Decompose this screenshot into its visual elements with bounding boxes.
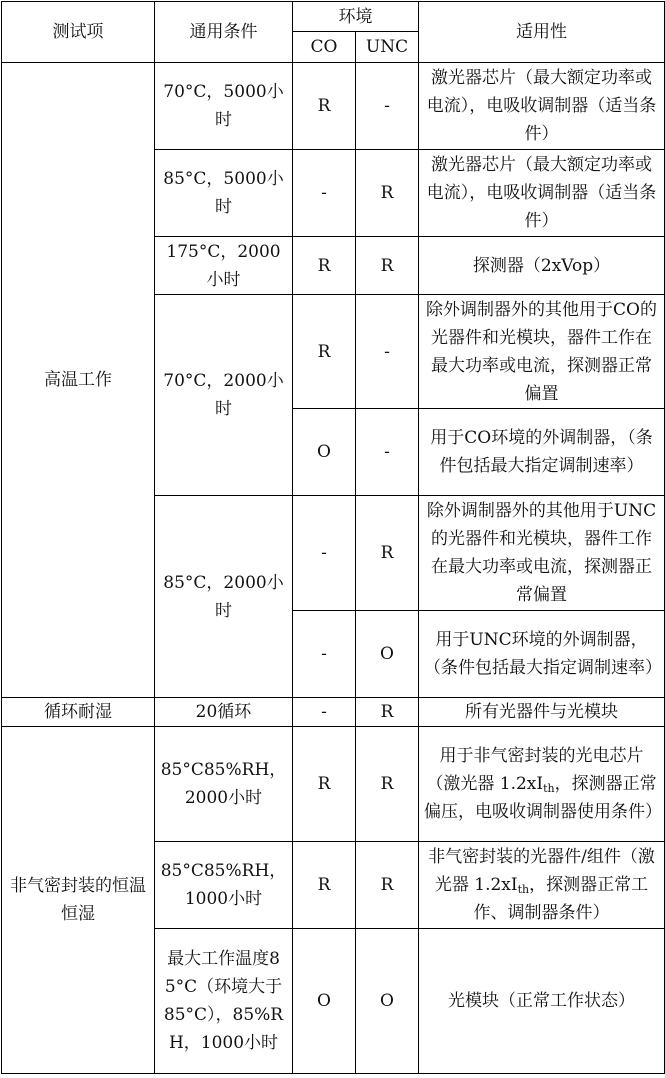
co-cell: R	[293, 63, 356, 150]
co-cell: R	[293, 295, 356, 409]
col-header-co: CO	[293, 32, 356, 63]
co-cell: O	[293, 409, 356, 496]
condition-cell: 85°C，5000小时	[155, 150, 293, 237]
applicability-cell: 除外调制器外的其他用于UNC的光器件和光模块，器件工作在最大功率或电流，探测器正常偏置	[419, 496, 665, 611]
unc-cell: O	[356, 611, 419, 698]
group-label-cycle-humidity: 循环耐湿	[2, 698, 155, 727]
condition-cell: 85°C85%RH，2000小时	[155, 727, 293, 842]
threshold-subscript: th	[517, 883, 530, 896]
table-row	[2, 698, 665, 727]
applicability-cell: 所有光器件与光模块	[419, 698, 665, 727]
applicability-cell	[419, 842, 665, 929]
applicability-cell: 用于UNC环境的外调制器，（条件包括最大指定调制速率）	[419, 611, 665, 698]
unc-cell: R	[356, 496, 419, 611]
co-cell: R	[293, 842, 356, 929]
applicability-cell: 用于CO环境的外调制器，（条件包括最大指定调制速率）	[419, 409, 665, 496]
condition-cell: 175°C，2000小时	[155, 237, 293, 295]
applicability-text: ，探测器正常工作、调制器条件）	[473, 875, 649, 923]
col-header-unc: UNC	[356, 32, 419, 63]
co-cell: -	[293, 496, 356, 611]
applicability-text: 用于非气密封装的光电芯片（激光器 1.2xI	[426, 746, 644, 794]
applicability-cell: 除外调制器外的其他用于CO的光器件和光模块，器件工作在最大功率或电流，探测器正常偏置	[419, 295, 665, 409]
condition-cell: 85°C85%RH，1000小时	[155, 842, 293, 929]
unc-cell: R	[356, 150, 419, 237]
condition-cell: 70°C，2000小时	[155, 295, 293, 496]
applicability-text: 非气密封装的光器件/组件（激光器 1.2xI	[428, 847, 655, 895]
col-header-applicability: 适用性	[419, 2, 665, 63]
co-cell: -	[293, 150, 356, 237]
condition-cell: 最大工作温度85°C（环境大于85°C），85%RH，1000小时	[155, 929, 293, 1074]
unc-cell: -	[356, 295, 419, 409]
co-cell: R	[293, 237, 356, 295]
unc-cell: R	[356, 727, 419, 842]
condition-cell: 70°C，5000小时	[155, 63, 293, 150]
group-label-high-temp: 高温工作	[2, 63, 155, 698]
threshold-subscript: th	[543, 782, 555, 795]
applicability-cell: 光模块（正常工作状态）	[419, 929, 665, 1074]
unc-cell: R	[356, 237, 419, 295]
unc-cell: -	[356, 63, 419, 150]
col-header-environment: 环境	[293, 2, 419, 32]
table-row	[2, 727, 665, 842]
col-header-general-condition: 通用条件	[155, 2, 293, 63]
applicability-cell: 探测器（2xVop）	[419, 237, 665, 295]
unc-cell: O	[356, 929, 419, 1074]
unc-cell: R	[356, 842, 419, 929]
group-label-non-hermetic: 非气密封装的恒温恒湿	[2, 727, 155, 1074]
unc-cell: R	[356, 698, 419, 727]
condition-cell: 85°C，2000小时	[155, 496, 293, 698]
applicability-cell	[419, 727, 665, 842]
co-cell: O	[293, 929, 356, 1074]
condition-cell: 20循环	[155, 698, 293, 727]
applicability-cell: 激光器芯片（最大额定功率或电流），电吸收调制器（适当条件）	[419, 150, 665, 237]
reliability-test-table	[1, 1, 665, 1074]
header-row	[2, 2, 665, 32]
co-cell: R	[293, 727, 356, 842]
unc-cell: -	[356, 409, 419, 496]
table-row	[2, 63, 665, 150]
applicability-cell: 激光器芯片（最大额定功率或电流），电吸收调制器（适当条件）	[419, 63, 665, 150]
col-header-test-item: 测试项	[2, 2, 155, 63]
applicability-text: ，探测器正常偏压，电吸收调制器使用条件）	[424, 774, 662, 822]
co-cell: -	[293, 611, 356, 698]
co-cell: -	[293, 698, 356, 727]
